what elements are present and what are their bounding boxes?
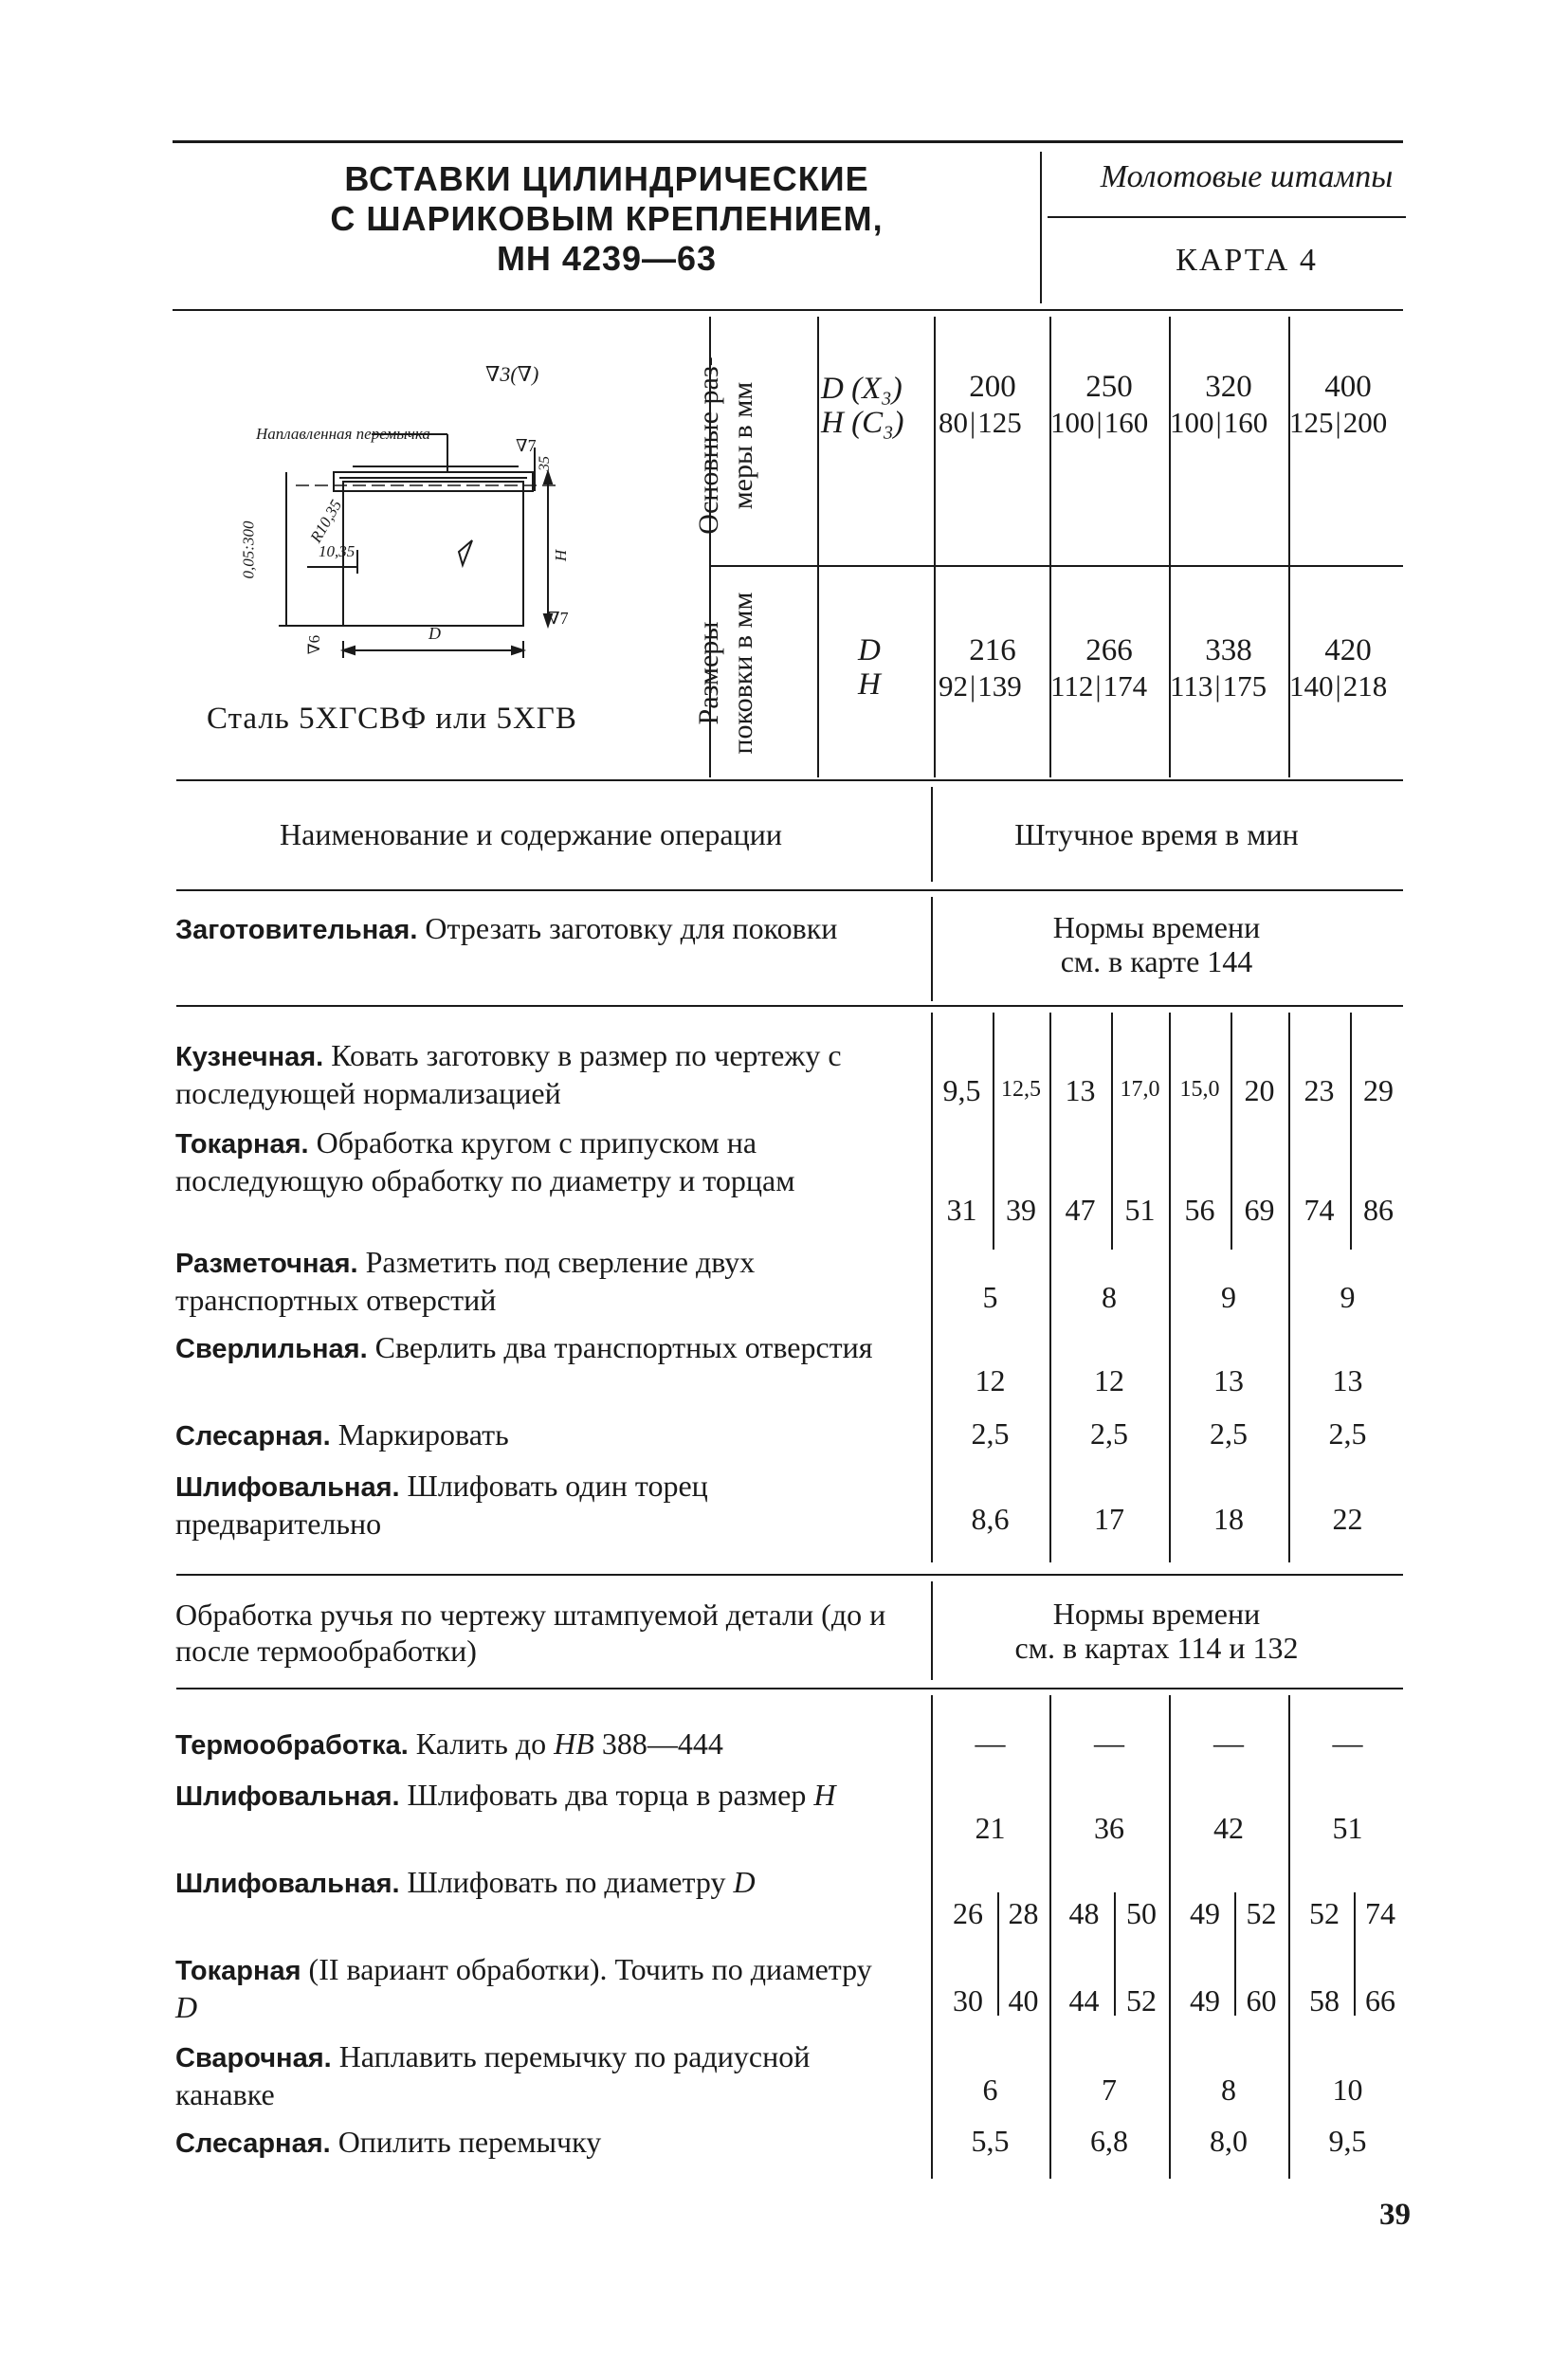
forging-d-420: 420 [1324,633,1372,667]
val-weld-4: 10 [1332,2073,1363,2107]
prep-operation: Заготовительная. Отрезать заготовку для поковки [175,911,838,945]
val-drill-4: 13 [1332,1363,1363,1397]
op-welding: Сварочная. Наплавить перемычку по радиусной канавке [175,2039,811,2111]
val-mark-2: 8 [1102,1280,1117,1314]
spec-col-4 [1288,317,1290,777]
val-forge-1: 9,5 [942,1073,981,1107]
val-heat-4: — [1332,1726,1363,1760]
basic-param-d: D (X₃) [821,372,903,406]
val-mark-3: 9 [1221,1280,1236,1314]
dim-7b: ∇7 [548,609,569,628]
forging-d-338: 338 [1205,633,1252,667]
val-heat-3: — [1213,1726,1244,1760]
val-forge-3: 13 [1065,1073,1096,1107]
val-turn-6: 69 [1244,1193,1275,1227]
val-turn-1: 31 [946,1193,977,1227]
op-marking: Разметочная. Разметить под сверление двух транспортных отверстий [175,1245,756,1317]
dim-6: ∇6 [305,634,324,655]
val-turn-3: 47 [1065,1193,1096,1227]
val-turn2-7: 58 [1309,1983,1340,2018]
op-grinding: Шлифовальная. Шлифовать один торец предварительно [175,1469,708,1541]
op-turning-2: Токарная (II вариант обработки). Точить по диаметру D [175,1952,872,2024]
val-drill-3: 13 [1213,1363,1244,1397]
val-mark-4: 9 [1340,1280,1356,1314]
val-turn-5: 56 [1184,1193,1215,1227]
top-rule [173,140,1403,143]
val-grind-4: 22 [1332,1502,1363,1536]
dim-radius: R10,35 [306,496,346,546]
val-drill-1: 12 [975,1363,1006,1397]
header-bottom-rule [173,309,1403,311]
val-file-1: 5,5 [971,2124,1010,2158]
val-heat-1: — [975,1726,1006,1760]
val-turn2-6: 60 [1246,1983,1277,2018]
val-fitter-2: 2,5 [1090,1416,1128,1451]
prep-note-2: см. в карте 144 [1060,944,1253,978]
page-number: 39 [1379,2198,1411,2232]
page-title [190,159,1024,279]
val-grind-1: 8,6 [971,1502,1010,1536]
val-grindd-7: 52 [1309,1896,1340,1930]
spec-col-2 [1049,317,1051,777]
spec-label-rule [817,317,819,777]
title-line-3: МН 4239—63 [496,239,718,278]
val-fitter-4: 2,5 [1328,1416,1367,1451]
dim-d: D [428,624,441,643]
spec-bottom-rule [176,779,1403,781]
header-divider [1040,152,1042,303]
basic-param-h: H (C₃) [821,406,904,440]
roughness-mark: ∇3(∇) [485,362,539,386]
val-grind-3: 18 [1213,1502,1244,1536]
val-fitter-1: 2,5 [971,1416,1010,1451]
val-weld-1: 6 [982,2073,998,2107]
val-grindh-4: 51 [1332,1811,1363,1845]
val-turn2-1: 30 [953,1983,983,2018]
basic-d-400: 400 [1324,370,1372,404]
val-weld-3: 8 [1221,2073,1236,2107]
spec-col-3 [1169,317,1171,777]
val-mark-1: 5 [982,1280,998,1314]
col-operation-header: Наименование и содержание операции [280,817,782,851]
basic-h-pair-2: 100|160 [1050,406,1149,439]
drawing-svg [248,360,647,673]
val-grindd-8: 74 [1365,1896,1395,1930]
val-turn2-4: 52 [1126,1983,1157,2018]
val-grindd-5: 49 [1190,1896,1220,1930]
op-filing: Слесарная. Опилить перемычку [175,2125,602,2159]
val-turn2-5: 49 [1190,1983,1220,2018]
ops1-rule [176,1574,1403,1576]
val-file-2: 6,8 [1090,2124,1128,2158]
val-forge-2: 12,5 [1001,1077,1041,1102]
part-drawing [239,360,647,673]
steel-grade: Сталь 5ХГСВФ или 5ХГВ [207,702,577,736]
val-grindd-3: 48 [1068,1896,1100,1930]
table-header-rule [176,889,1403,891]
val-drill-2: 12 [1094,1363,1124,1397]
spec-mid-rule [709,565,1403,567]
weld-label: Наплавленная перемычка [256,425,430,443]
groove-divider [931,1581,933,1680]
op-drilling: Сверлильная. Сверлить два транспортных отверстия [175,1330,873,1364]
basic-dims-label: Основные раз- меры в мм [693,356,758,535]
title-line-2: С ШАРИКОВЫМ КРЕПЛЕНИЕМ, [330,199,884,238]
val-turn2-8: 66 [1365,1983,1395,2018]
basic-h-pair-3: 100|160 [1170,406,1268,439]
val-grindd-2: 28 [1008,1896,1039,1930]
title-line-1: ВСТАВКИ ЦИЛИНДРИЧЕСКИЕ [344,159,869,198]
val-forge-8: 29 [1363,1073,1394,1107]
forging-h-pair-3: 113|175 [1170,669,1267,703]
val-fitter-3: 2,5 [1210,1416,1248,1451]
val-turn2-3: 44 [1068,1983,1100,2018]
section-name: Молотовые штампы [1100,159,1394,194]
section-rule [1048,216,1406,218]
val-forge-4: 17,0 [1120,1077,1160,1102]
table-header-divider [931,787,933,882]
val-grindd-6: 52 [1246,1896,1277,1930]
forging-d-266: 266 [1085,633,1133,667]
val-forge-5: 15,0 [1179,1077,1220,1102]
basic-d-320: 320 [1205,370,1252,404]
val-grindd-1: 26 [953,1896,983,1930]
forging-dims-label: Размеры поковки в мм [693,592,758,755]
dim-tolerance: 0,05:300 [239,520,258,579]
val-file-3: 8,0 [1210,2124,1248,2158]
val-heat-2: — [1094,1726,1124,1760]
val-grindh-2: 36 [1094,1811,1124,1845]
val-turn2-2: 40 [1008,1983,1039,2018]
forging-param-d: D [858,633,881,667]
val-grindh-1: 21 [975,1811,1006,1845]
op-turning: Токарная. Обработка кругом с припуском на последующую обработку по диаметру и торцам [175,1125,795,1197]
dim-h: H [552,549,571,562]
val-grind-2: 17 [1094,1502,1124,1536]
op-heat-treatment: Термообработка. Калить до HB 388—444 [175,1726,723,1761]
op-forging: Кузнечная. Ковать заготовку в размер по чертежу с последующей нормализацией [175,1038,842,1110]
groove-note-2: см. в картах 114 и 132 [1014,1631,1299,1665]
dim-7: ∇7 [516,436,537,455]
groove-note-1: Нормы времени [1052,1597,1261,1631]
val-turn-4: 51 [1124,1193,1156,1227]
val-grindh-3: 42 [1213,1811,1244,1845]
groove-operation: Обработка ручья по чертежу штампуемой детали (до и после термообработки) [175,1598,886,1668]
op-grind-faces: Шлифовальная. Шлифовать два торца в размер H [175,1778,836,1812]
val-weld-2: 7 [1102,2073,1117,2107]
val-turn-8: 86 [1363,1193,1394,1227]
dim-35: 35 [537,456,553,471]
forging-h-pair-4: 140|218 [1289,669,1388,703]
forging-d-216: 216 [969,633,1016,667]
groove-rule [176,1688,1403,1689]
col-time-header: Штучное время в мин [1014,817,1299,851]
basic-h-pair-4: 125|200 [1289,406,1388,439]
basic-d-250: 250 [1085,370,1133,404]
op-grind-diameter: Шлифовальная. Шлифовать по диаметру D [175,1865,756,1899]
val-forge-6: 20 [1244,1073,1275,1107]
prep-rule [176,1005,1403,1007]
val-grindd-4: 50 [1126,1896,1157,1930]
forging-h-pair-2: 112|174 [1050,669,1148,703]
basic-d-200: 200 [969,370,1016,404]
cylinder-body [343,482,523,626]
forging-param-h: H [858,667,881,702]
basic-h-pair-1: 80|125 [939,406,1022,439]
dim-width: 10,35 [319,542,356,560]
val-turn-2: 39 [1006,1193,1036,1227]
prep-divider [931,897,933,1001]
card-number: КАРТА 4 [1176,243,1318,278]
val-forge-7: 23 [1304,1073,1335,1107]
val-file-4: 9,5 [1328,2124,1367,2158]
op-fitting: Слесарная. Маркировать [175,1417,509,1452]
forging-h-pair-1: 92|139 [939,669,1022,703]
val-turn-7: 74 [1304,1193,1335,1227]
prep-note-1: Нормы времени [1052,910,1261,944]
